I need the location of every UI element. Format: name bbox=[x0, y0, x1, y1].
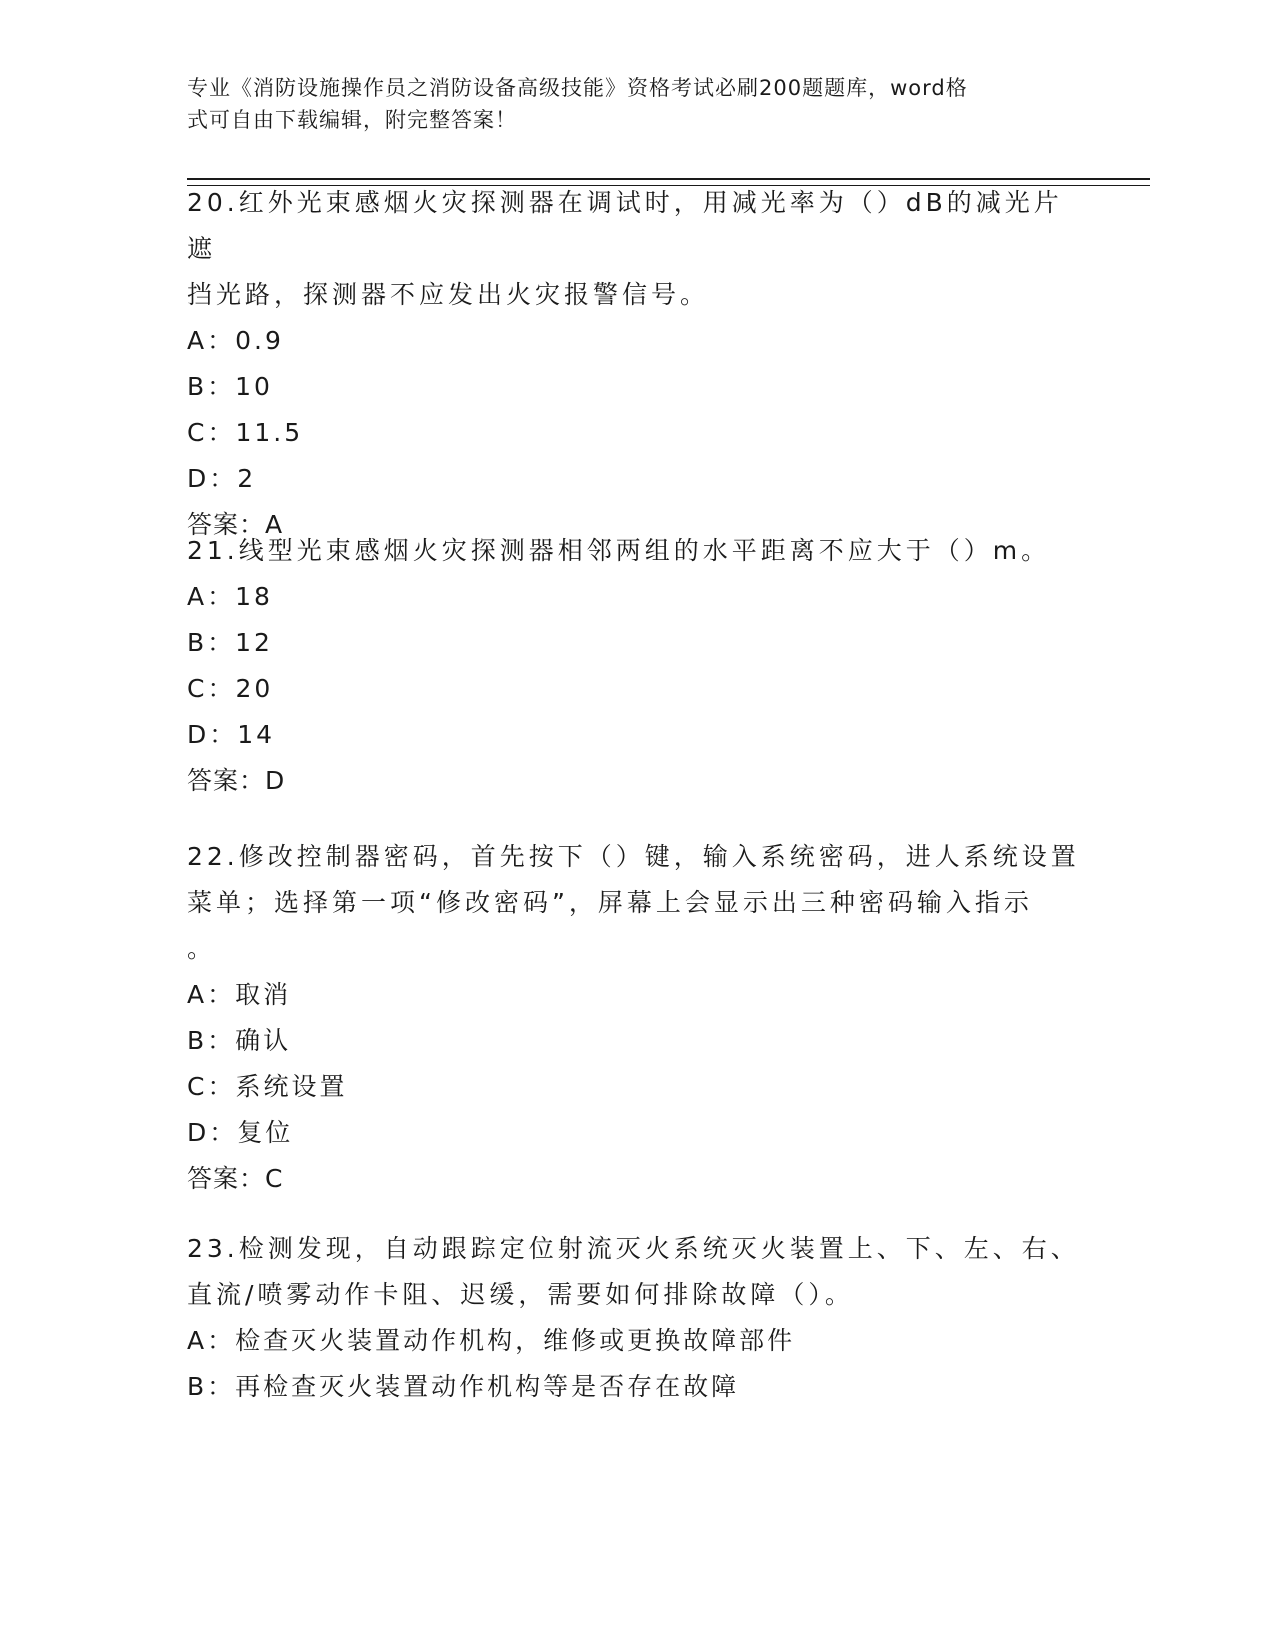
option-text: 11.5 bbox=[235, 418, 304, 447]
option-text: 10 bbox=[235, 372, 273, 401]
question-22 bbox=[187, 834, 1087, 1202]
option-b bbox=[187, 1364, 1087, 1410]
stem-line: 。 bbox=[187, 934, 217, 963]
option-d bbox=[187, 456, 1087, 502]
option-text: 12 bbox=[235, 628, 273, 657]
question-20 bbox=[187, 180, 1087, 548]
option-letter: D： bbox=[187, 464, 238, 493]
question-stem bbox=[187, 528, 1087, 574]
answer-line: 答案：D bbox=[187, 766, 286, 795]
stem-line: 20.红外光束感烟火灾探测器在调试时，用减光率为（）dB的减光片遮 bbox=[187, 188, 1063, 263]
option-text: 检查灭火装置动作机构，维修或更换故障部件 bbox=[235, 1326, 796, 1355]
stem-line: 直流/喷雾动作卡阻、迟缓，需要如何排除故障（）。 bbox=[187, 1280, 854, 1309]
question-23 bbox=[187, 1226, 1087, 1410]
option-a bbox=[187, 318, 1087, 364]
option-letter: D： bbox=[187, 720, 238, 749]
option-b bbox=[187, 1018, 1087, 1064]
stem-line: 23.检测发现，自动跟踪定位射流灭火系统灭火装置上、下、左、右、 bbox=[187, 1234, 1080, 1263]
option-c bbox=[187, 1064, 1087, 1110]
option-text: 18 bbox=[235, 582, 273, 611]
option-letter: D： bbox=[187, 1118, 238, 1147]
option-c bbox=[187, 666, 1087, 712]
option-letter: B： bbox=[187, 1026, 236, 1055]
question-stem bbox=[187, 834, 1087, 972]
option-text: 2 bbox=[237, 464, 257, 493]
option-text: 14 bbox=[237, 720, 276, 749]
option-letter: C： bbox=[187, 418, 236, 447]
question-21 bbox=[187, 528, 1087, 804]
option-a bbox=[187, 574, 1087, 620]
option-d bbox=[187, 1110, 1087, 1156]
header-line-1: 专业《消防设施操作员之消防设备高级技能》资格考试必刷200题题库，word格 bbox=[187, 76, 968, 100]
option-a bbox=[187, 972, 1087, 1018]
option-letter: A： bbox=[187, 980, 236, 1009]
stem-line: 22.修改控制器密码，首先按下（）键，输入系统密码，进人系统设置 bbox=[187, 842, 1080, 871]
stem-line: 挡光路，探测器不应发出火灾报警信号。 bbox=[187, 280, 710, 309]
option-text: 再检查灭火装置动作机构等是否存在故障 bbox=[235, 1372, 740, 1401]
option-letter: A： bbox=[187, 1326, 236, 1355]
document-header bbox=[187, 72, 1087, 136]
option-c bbox=[187, 410, 1087, 456]
option-letter: C： bbox=[187, 1072, 236, 1101]
option-text: 系统设置 bbox=[235, 1072, 348, 1101]
option-a bbox=[187, 1318, 1087, 1364]
option-letter: B： bbox=[187, 628, 236, 657]
option-text: 0.9 bbox=[235, 326, 284, 355]
answer-line: 答案：C bbox=[187, 1164, 284, 1193]
option-letter: C： bbox=[187, 674, 236, 703]
option-letter: B： bbox=[187, 1372, 236, 1401]
option-text: 20 bbox=[235, 674, 274, 703]
option-d bbox=[187, 712, 1087, 758]
option-letter: A： bbox=[187, 582, 236, 611]
option-text: 取消 bbox=[235, 980, 292, 1009]
question-stem bbox=[187, 1226, 1087, 1318]
option-b bbox=[187, 364, 1087, 410]
option-letter: B： bbox=[187, 372, 236, 401]
answer-line: 答案：A bbox=[187, 510, 284, 539]
option-text: 确认 bbox=[235, 1026, 292, 1055]
stem-line: 21.线型光束感烟火灾探测器相邻两组的水平距离不应大于（）m。 bbox=[187, 536, 1051, 565]
option-text: 复位 bbox=[237, 1118, 294, 1147]
header-line-2: 式可自由下载编辑，附完整答案！ bbox=[187, 108, 517, 132]
stem-line: 菜单；选择第一项“修改密码”，屏幕上会显示出三种密码输入指示 bbox=[187, 888, 1033, 917]
option-letter: A： bbox=[187, 326, 236, 355]
option-b bbox=[187, 620, 1087, 666]
question-stem bbox=[187, 180, 1087, 318]
